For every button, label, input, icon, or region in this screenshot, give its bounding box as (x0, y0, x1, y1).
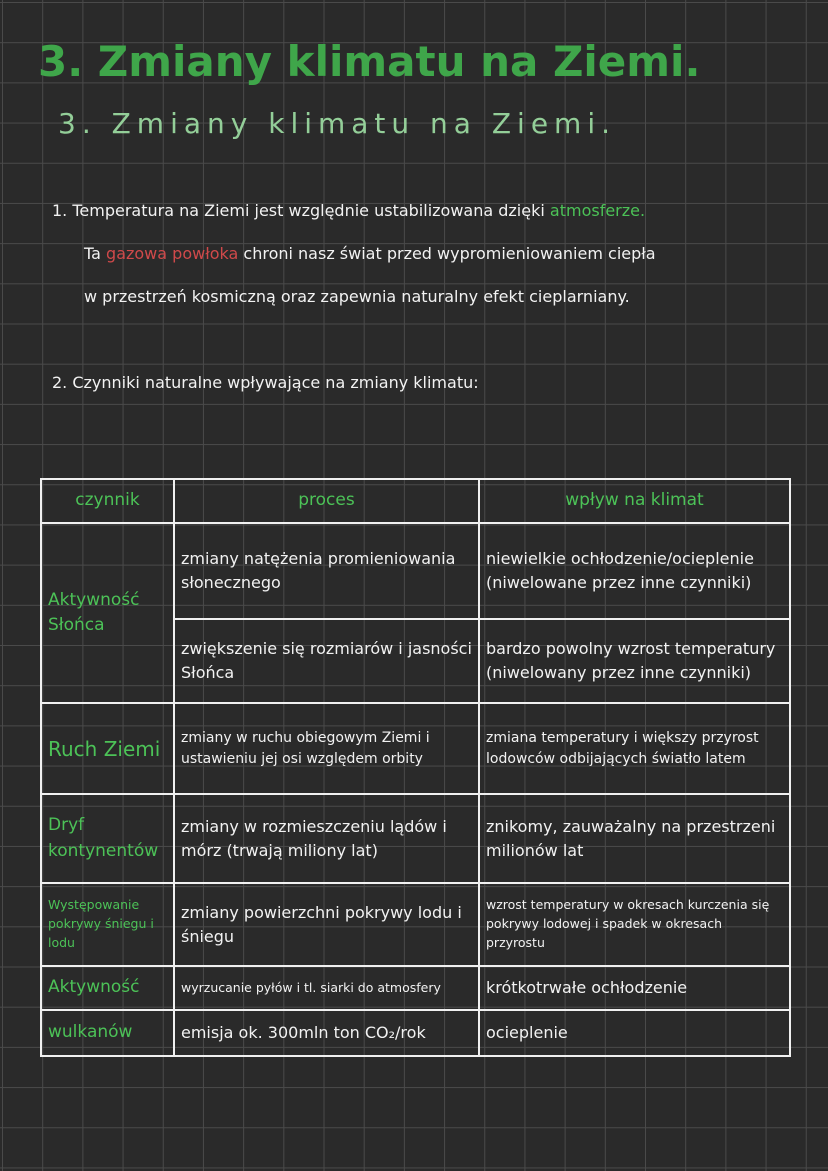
process-cell: wyrzucanie pyłów i tl. siarki do atmosfery (174, 966, 479, 1010)
highlight-red: gazowa powłoka (106, 244, 239, 263)
process-cell: zmiany natężenia promieniowania słonecznego (174, 523, 479, 619)
effect-cell: krótkotrwałe ochłodzenie (479, 966, 790, 1010)
table-header (41, 479, 790, 523)
text: Temperatura na Ziemi jest względnie ustabilizowana dzięki (72, 201, 545, 220)
effect-cell: bardzo powolny wzrost temperatury (niwelowany przez inne czynniki) (479, 619, 790, 703)
page-title: 3. Zmiany klimatu na Ziemi. (38, 37, 701, 86)
factor-cell: Aktywność (41, 966, 174, 1010)
paragraph-1-line-3: w przestrzeń kosmiczną oraz zapewnia naturalny efekt cieplarniany. (84, 287, 630, 306)
table-row (41, 703, 790, 794)
effect-cell: zmiana temperatury i większy przyrost lodowców odbijających światło latem (479, 703, 790, 794)
page-title-overlay: 3. Zmiany klimatu na Ziemi. (58, 107, 617, 140)
text: Czynniki naturalne wpływające na zmiany klimatu: (72, 373, 479, 392)
factor-cell: Aktywność Słońca (41, 523, 174, 703)
factor-cell: wulkanów (41, 1010, 174, 1056)
paragraph-1-line-2 (84, 243, 656, 265)
table-row (41, 523, 790, 619)
paragraph-1-line-1 (52, 200, 645, 222)
process-cell: emisja ok. 300mln ton CO₂/rok (174, 1010, 479, 1056)
factor-cell: Występowanie pokrywy śniegu i lodu (41, 883, 174, 966)
table-row (41, 966, 790, 1010)
effect-cell: niewielkie ochłodzenie/ocieplenie (niwelowane przez inne czynniki) (479, 523, 790, 619)
header-process: proces (174, 479, 479, 523)
process-cell: zmiany powierzchni pokrywy lodu i śniegu (174, 883, 479, 966)
text: chroni nasz świat przed wypromieniowaniem ciepła (243, 244, 656, 263)
item-number: 1. (52, 201, 68, 220)
process-cell: zmiany w ruchu obiegowym Ziemi i ustawieniu jej osi względem orbity (174, 703, 479, 794)
factors-table (40, 478, 791, 1057)
effect-cell: wzrost temperatury w okresach kurczenia się pokrywy lodowej i spadek w okresach przyrostu (479, 883, 790, 966)
factor-cell: Dryf kontynentów (41, 794, 174, 883)
text: Ta (84, 244, 101, 263)
effect-cell: znikomy, zauważalny na przestrzeni milionów lat (479, 794, 790, 883)
process-cell: zwiększenie się rozmiarów i jasności Słońca (174, 619, 479, 703)
header-effect: wpływ na klimat (479, 479, 790, 523)
table-row (41, 794, 790, 883)
process-cell: zmiany w rozmieszczeniu lądów i mórz (trwają miliony lat) (174, 794, 479, 883)
highlight-green: atmosferze. (549, 201, 646, 220)
effect-cell: ocieplenie (479, 1010, 790, 1056)
header-factor: czynnik (41, 479, 174, 523)
paragraph-2 (52, 372, 479, 394)
table-row (41, 1010, 790, 1056)
item-number: 2. (52, 373, 68, 392)
factor-cell: Ruch Ziemi (41, 703, 174, 794)
table-row (41, 883, 790, 966)
